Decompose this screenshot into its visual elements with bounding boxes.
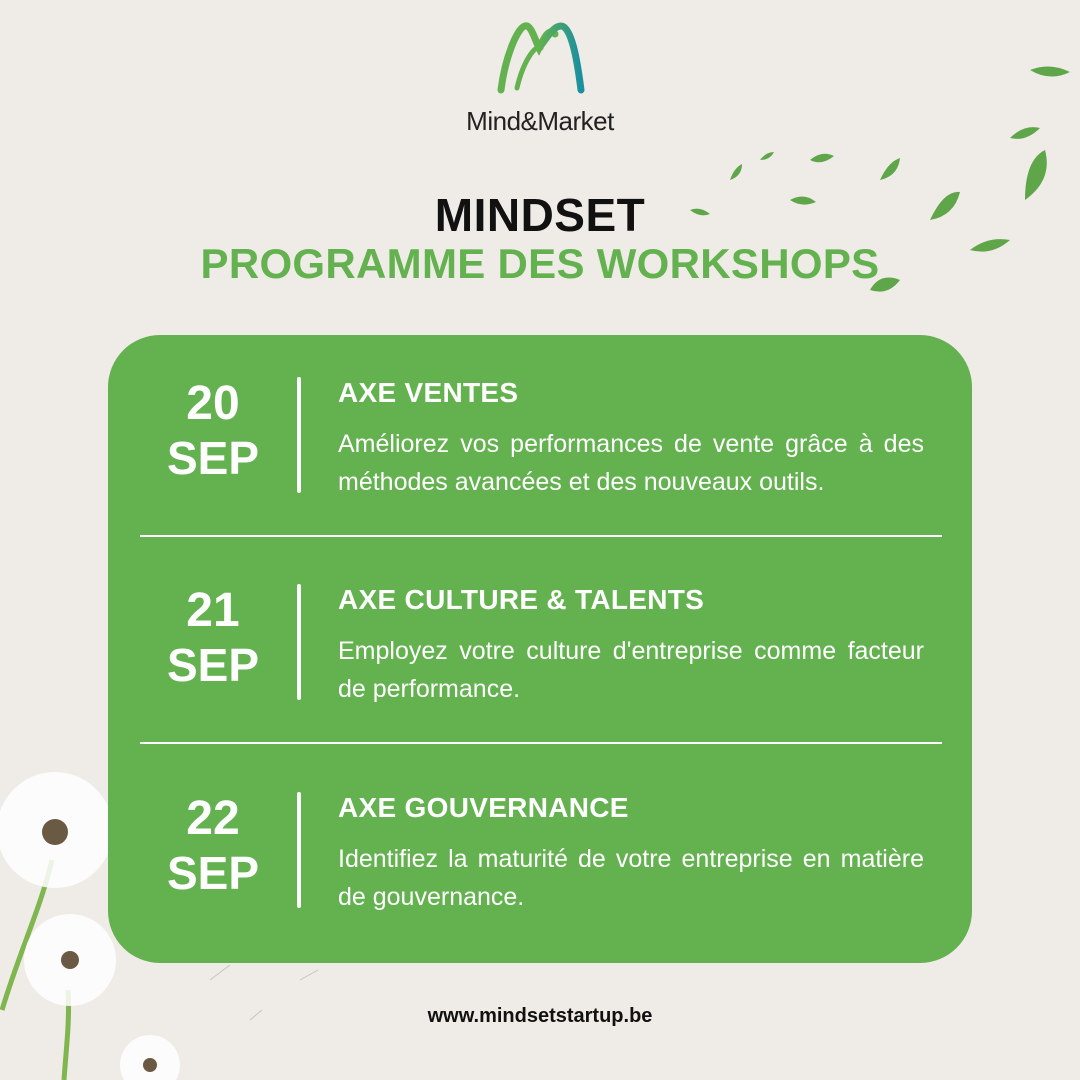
row-divider [140,535,942,537]
workshop-date [148,377,278,485]
workshop-date [148,792,278,900]
workshop-row [108,780,972,960]
workshop-card [108,335,972,963]
workshop-date [148,584,278,692]
workshop-description: Améliorez vos performances de vente grâce à des méthodes avancées et des nouveaux outils. [338,430,924,496]
workshop-month: SEP [166,639,260,691]
workshop-description: Identifiez la maturité de votre entreprise en matière de gouvernance. [338,845,924,911]
workshop-month: SEP [166,847,260,899]
website-link[interactable]: www.mindsetstartup.be [427,1005,653,1027]
brand-name: Mind&Market [466,106,614,136]
page-subtitle: PROGRAMME DES WORKSHOPS [200,240,880,287]
vertical-separator [297,377,301,493]
vertical-separator [297,792,301,908]
workshop-day: 20 [186,377,240,430]
workshop-row [108,572,972,752]
brand-logo [440,18,640,137]
workshop-month: SEP [166,432,260,484]
workshop-title: AXE VENTES [338,377,519,408]
page-title: MINDSET [434,189,646,241]
workshop-title: AXE CULTURE & TALENTS [338,584,705,615]
workshop-day: 22 [186,792,240,845]
workshop-description: Employez votre culture d'entreprise comme facteur de performance. [338,637,924,703]
vertical-separator [297,584,301,700]
mountain-logo-icon [495,18,585,98]
workshop-title: AXE GOUVERNANCE [338,792,629,823]
workshop-row [108,365,972,545]
row-divider [140,742,942,744]
workshop-day: 21 [186,584,240,637]
